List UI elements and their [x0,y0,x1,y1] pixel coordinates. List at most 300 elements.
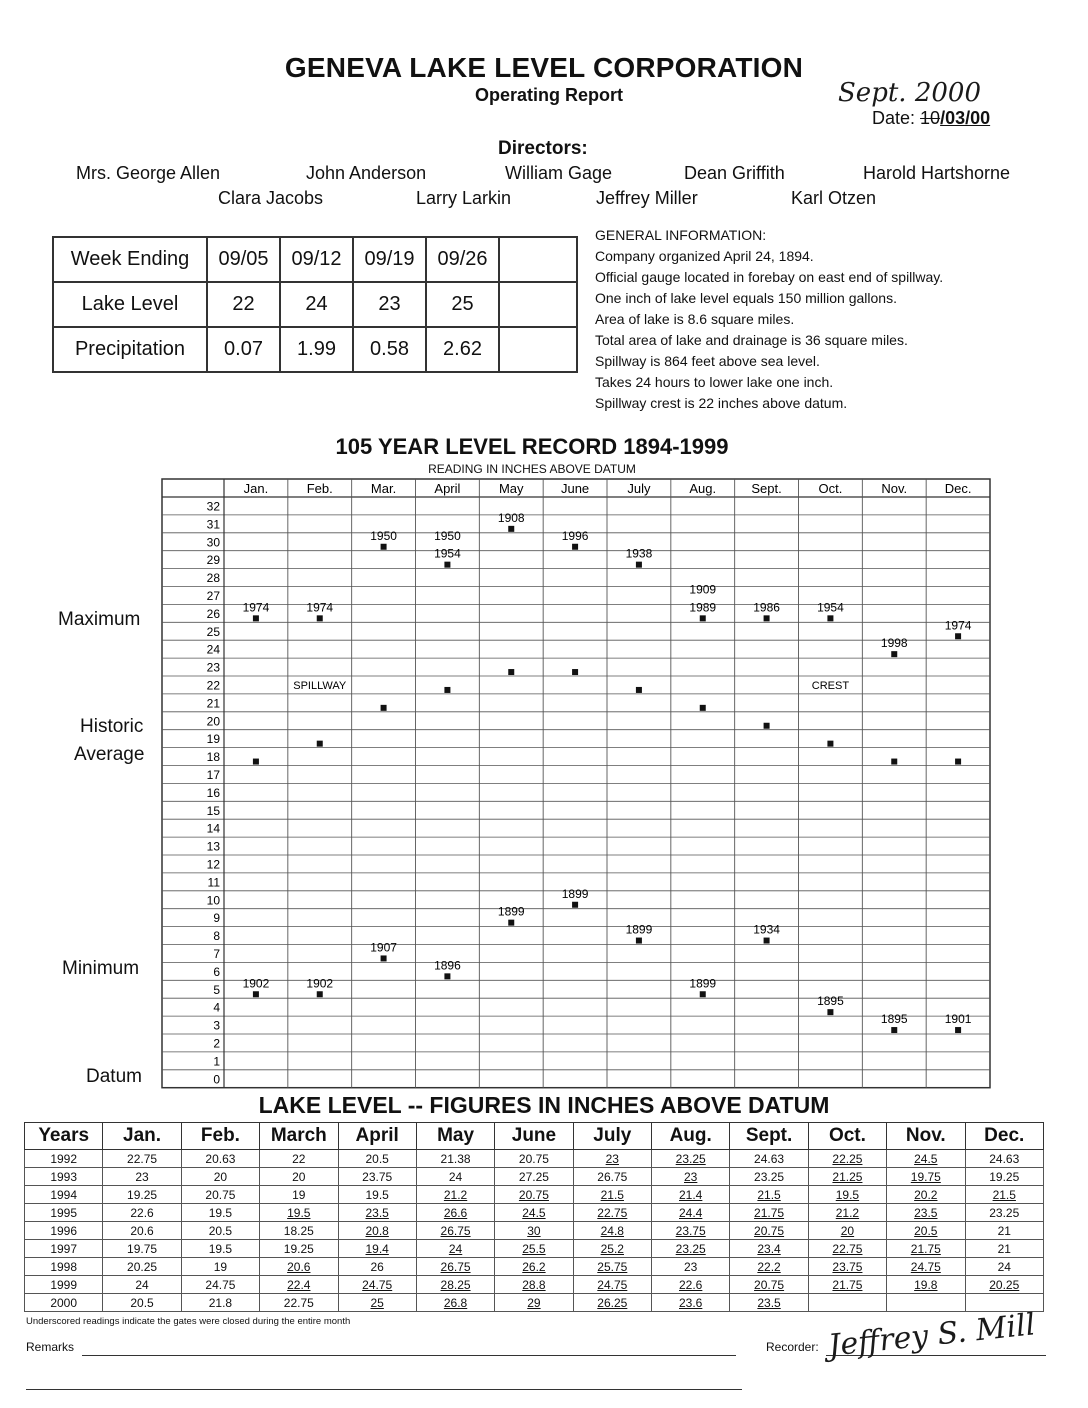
level-cell: 25.75 [573,1258,651,1276]
y-tick-label: 30 [206,535,220,550]
level-cell: 22.6 [652,1276,730,1294]
average-point [317,741,323,747]
week-ending-value: 09/05 [207,237,280,282]
maximum-year-label: 1938 [625,546,653,561]
level-cell: 19.5 [181,1204,259,1222]
table-row [25,1168,1044,1186]
level-cell: 23.25 [965,1204,1044,1222]
level-cell: 26.75 [416,1222,494,1240]
date-label: Date: [872,108,916,128]
month-tick-label: Mar. [370,481,397,496]
director-name: Larry Larkin [416,188,512,208]
minimum-year-label: 1899 [497,904,525,919]
level-cell: 22.6 [103,1204,181,1222]
level-cell: 22.2 [730,1258,808,1276]
precipitation-value: 1.99 [280,327,353,372]
level-cell: 23 [103,1168,181,1186]
level-cell: 21.2 [808,1204,886,1222]
lake-level-value: 24 [280,282,353,327]
week-ending-value: 09/12 [280,237,353,282]
average-point [508,669,514,675]
remarks-line [82,1355,736,1356]
record-chart-subtitle: READING IN INCHES ABOVE DATUM [428,462,636,476]
level-cell: 26.25 [573,1294,651,1312]
column-header: Years [25,1123,103,1150]
level-cell: 19.5 [808,1186,886,1204]
maximum-year-label: 1986 [753,600,780,615]
director-name: Dean Griffith [684,163,785,183]
y-tick-label: 14 [206,821,220,836]
maximum-point [827,615,833,621]
level-cell: 24 [416,1168,494,1186]
y-tick-label: 5 [213,982,220,997]
director-name: Harold Hartshorne [863,163,1011,183]
level-cell: 22.25 [808,1150,886,1168]
maximum-point [317,615,323,621]
minimum-year-label: 1907 [370,940,397,955]
y-tick-label: 19 [206,732,220,747]
director-name: Mrs. George Allen [76,163,221,183]
minimum-point [700,991,706,997]
month-tick-label: June [560,481,590,496]
level-cell: 21.5 [965,1186,1044,1204]
level-cell: 19.5 [338,1186,416,1204]
y-tick-label: 8 [213,929,220,944]
level-cell [808,1294,886,1312]
recorder-label: Recorder: [766,1340,819,1354]
y-tick-label: 11 [207,875,220,890]
level-cell: 19.75 [103,1240,181,1258]
historic-label: Historic [80,716,144,737]
general-info-line: Takes 24 hours to lower lake one inch. [595,374,834,390]
minimum-year-label: 1899 [689,976,717,991]
maximum-year-label: 1989 [689,600,717,615]
average-point [827,741,833,747]
level-cell: 25 [338,1294,416,1312]
minimum-point [827,1009,833,1015]
general-info-line: Total area of lake and drainage is 36 square miles. [595,332,908,348]
level-cell: 24.63 [730,1150,808,1168]
maximum-year-label: 1954 [434,546,461,561]
level-cell: 20 [808,1222,886,1240]
minimum-point [444,973,450,979]
column-header: June [495,1123,573,1150]
precipitation-value: 0.07 [207,327,280,372]
level-cell: 26.2 [495,1258,573,1276]
level-cell: 19.8 [887,1276,965,1294]
year-cell: 1993 [25,1168,103,1186]
level-cell: 20.25 [103,1258,181,1276]
level-cell: 21.38 [416,1150,494,1168]
average-point [253,759,259,765]
general-info-line: Area of lake is 8.6 square miles. [595,311,795,327]
minimum-year-label: 1895 [817,994,844,1009]
average-point [572,669,578,675]
level-cell: 30 [495,1222,573,1240]
general-info-line: Spillway crest is 22 inches above datum. [595,395,848,411]
level-cell: 22.75 [260,1294,338,1312]
minimum-label: Minimum [62,958,140,979]
y-tick-label: 27 [206,588,220,603]
minimum-point [381,955,387,961]
level-cell: 21 [965,1222,1044,1240]
level-cell: 19.25 [965,1168,1044,1186]
level-cell: 19.5 [260,1204,338,1222]
level-cell: 21.2 [416,1186,494,1204]
general-info-heading: GENERAL INFORMATION: [595,227,767,243]
column-header: Dec. [965,1123,1044,1150]
level-cell: 20.25 [965,1276,1044,1294]
level-cell: 23.25 [652,1150,730,1168]
average-point [444,687,450,693]
level-cell: 22.75 [808,1240,886,1258]
level-cell: 26.75 [573,1168,651,1186]
lake-level-value: 23 [353,282,426,327]
y-tick-label: 10 [206,893,220,908]
year-cell: 1999 [25,1276,103,1294]
level-cell: 19.4 [338,1240,416,1258]
level-cell: 22.75 [103,1150,181,1168]
y-tick-label: 16 [206,785,220,800]
level-cell: 20.75 [730,1276,808,1294]
level-cell: 24.75 [338,1276,416,1294]
level-cell: 21.8 [181,1294,259,1312]
level-cell: 21.75 [730,1204,808,1222]
crest-label: CREST [811,679,850,692]
level-cell: 23.75 [338,1168,416,1186]
column-header: May [416,1123,494,1150]
level-cell: 24.4 [652,1204,730,1222]
column-header: April [338,1123,416,1150]
table-row [25,1186,1044,1204]
table-header-row [25,1123,1044,1150]
level-cell: 24.5 [495,1204,573,1222]
minimum-year-label: 1896 [434,958,461,973]
level-cell: 24.75 [887,1258,965,1276]
level-cell: 23.5 [730,1294,808,1312]
record-chart-title: 105 YEAR LEVEL RECORD 1894-1999 [335,434,729,459]
lake-level-value: 22 [207,282,280,327]
level-cell: 20.5 [181,1222,259,1240]
level-cell: 23.25 [652,1240,730,1258]
director-name: Karl Otzen [791,188,877,208]
y-tick-label: 25 [206,624,220,639]
level-cell: 23.4 [730,1240,808,1258]
maximum-point [381,544,387,550]
y-tick-label: 13 [206,839,220,854]
column-header: Oct. [808,1123,886,1150]
underscore-note: Underscored readings indicate the gates were closed during the entire month [26,1316,351,1327]
minimum-point [508,920,514,926]
minimum-year-label: 1902 [242,976,270,991]
level-cell: 20.2 [887,1186,965,1204]
level-cell: 23 [573,1150,651,1168]
level-cell: 23.6 [652,1294,730,1312]
year-cell: 2000 [25,1294,103,1312]
remarks-line [26,1389,742,1390]
y-tick-label: 23 [206,660,220,675]
level-cell: 23.75 [652,1222,730,1240]
level-cell: 24.75 [573,1276,651,1294]
level-cell: 26 [338,1258,416,1276]
level-cell: 18.25 [260,1222,338,1240]
average-label: Average [74,744,145,765]
table-row [25,1240,1044,1258]
table-row [25,1294,1044,1312]
y-tick-label: 24 [206,642,220,657]
average-point [636,687,642,693]
year-cell: 1992 [25,1150,103,1168]
week-ending-value: 09/26 [426,237,499,282]
y-tick-label: 12 [206,857,220,872]
y-tick-label: 3 [213,1018,220,1033]
year-cell: 1998 [25,1258,103,1276]
maximum-point [253,615,259,621]
lake-level-table-title: LAKE LEVEL -- FIGURES IN INCHES ABOVE DATUM [258,1092,830,1118]
column-header: March [260,1123,338,1150]
maximum-year-label: 1950 [434,528,461,543]
column-header: Nov. [887,1123,965,1150]
table-row [25,1258,1044,1276]
maximum-point [508,526,514,532]
table-row [25,1204,1044,1222]
y-tick-label: 31 [206,517,220,532]
y-tick-label: 6 [213,964,220,979]
minimum-year-label: 1899 [561,886,589,901]
level-cell [887,1294,965,1312]
director-name: Jeffrey Miller [596,188,698,208]
column-header: Jan. [103,1123,181,1150]
lake-level-value: 25 [426,282,499,327]
general-info-line: Company organized April 24, 1894. [595,248,814,264]
minimum-year-label: 1895 [880,1012,908,1027]
level-cell: 20.6 [260,1258,338,1276]
maximum-year-label: 1909 [689,582,717,597]
average-point [381,705,387,711]
maximum-point [764,615,770,621]
remarks-label: Remarks [26,1340,75,1354]
level-cell: 21.4 [652,1186,730,1204]
handwritten-date: Sept. 2000 [838,78,981,108]
column-header: July [573,1123,651,1150]
column-header: Aug. [652,1123,730,1150]
average-point [700,705,706,711]
table-row [25,1222,1044,1240]
month-tick-label: April [434,481,461,496]
minimum-point [955,1027,961,1033]
y-tick-label: 18 [206,750,220,765]
maximum-label: Maximum [58,609,141,630]
general-info-line: Official gauge located in forebay on east end of spillway. [595,269,944,285]
month-tick-label: Oct. [818,481,843,496]
maximum-year-label: 1998 [880,636,908,651]
maximum-year-label: 1974 [306,600,334,615]
level-cell: 21.75 [887,1240,965,1258]
average-point [891,759,897,765]
level-cell: 26.8 [416,1294,494,1312]
spillway-label: SPILLWAY [293,679,347,692]
level-cell: 22.75 [573,1204,651,1222]
month-tick-label: Feb. [306,481,333,496]
level-cell: 21.5 [573,1186,651,1204]
level-cell: 24.5 [887,1150,965,1168]
month-tick-label: Dec. [944,481,972,496]
y-tick-label: 21 [206,696,220,711]
row-label: Week Ending [53,237,207,282]
y-tick-label: 0 [213,1072,220,1087]
level-cell: 28.25 [416,1276,494,1294]
month-tick-label: July [627,481,651,496]
level-cell: 24 [103,1276,181,1294]
report-subtitle: Operating Report [474,85,623,105]
average-point [955,759,961,765]
maximum-point [572,544,578,550]
table-row [25,1150,1044,1168]
level-cell: 19.25 [260,1240,338,1258]
minimum-point [891,1027,897,1033]
minimum-point [253,991,259,997]
level-cell: 28.8 [495,1276,573,1294]
month-tick-label: Nov. [881,481,908,496]
level-cell: 19.25 [103,1186,181,1204]
month-tick-label: May [498,481,524,496]
level-cell: 24.63 [965,1150,1044,1168]
minimum-point [317,991,323,997]
y-tick-label: 20 [206,714,220,729]
level-cell: 24 [965,1258,1044,1276]
directors-title: Directors: [498,138,588,159]
row-label: Lake Level [53,282,207,327]
week-ending-value: 09/19 [353,237,426,282]
maximum-year-label: 1908 [497,510,525,525]
minimum-point [636,938,642,944]
maximum-year-label: 1954 [817,600,844,615]
y-tick-label: 1 [213,1054,220,1069]
y-tick-label: 9 [213,911,220,926]
maximum-point [636,562,642,568]
y-tick-label: 2 [213,1036,220,1051]
minimum-year-label: 1934 [753,922,780,937]
row-label: Precipitation [53,327,207,372]
minimum-point [764,938,770,944]
level-cell: 27.25 [495,1168,573,1186]
level-cell: 19 [260,1186,338,1204]
level-cell: 19.5 [181,1240,259,1258]
column-header: Sept. [730,1123,808,1150]
maximum-year-label: 1996 [561,528,589,543]
maximum-point [955,633,961,639]
lake-level-table [24,1122,1044,1312]
level-cell: 20 [260,1168,338,1186]
minimum-year-label: 1899 [625,922,653,937]
level-cell: 24 [416,1240,494,1258]
y-tick-label: 22 [206,678,220,693]
level-cell: 25.5 [495,1240,573,1258]
table-row [25,1276,1044,1294]
column-header: Feb. [181,1123,259,1150]
month-tick-label: Sept. [751,481,782,496]
y-tick-label: 17 [206,767,220,782]
general-info-line: One inch of lake level equals 150 million gallons. [595,290,897,306]
level-cell: 20.63 [181,1150,259,1168]
level-cell: 20.75 [730,1222,808,1240]
level-cell: 23.25 [730,1168,808,1186]
director-name: William Gage [505,163,613,183]
level-cell: 20.5 [887,1222,965,1240]
maximum-year-label: 1974 [944,618,972,633]
report-title: GENEVA LAKE LEVEL CORPORATION [284,52,804,83]
level-cell: 21.5 [730,1186,808,1204]
date-struck-digits: 10 [920,108,941,128]
minimum-year-label: 1901 [944,1012,972,1027]
director-name: Clara Jacobs [218,188,324,208]
level-cell: 20.6 [103,1222,181,1240]
y-tick-label: 28 [206,571,220,586]
level-cell: 23.5 [338,1204,416,1222]
level-cell: 24.8 [573,1222,651,1240]
precipitation-value: 2.62 [426,327,499,372]
level-cell: 20.75 [495,1150,573,1168]
month-tick-label: Jan. [243,481,269,496]
level-cell: 22.4 [260,1276,338,1294]
maximum-point [700,615,706,621]
level-cell: 21 [965,1240,1044,1258]
recorder-signature: Jeffrey S. Mill [826,1307,1037,1364]
level-cell: 20.75 [181,1186,259,1204]
y-tick-label: 7 [213,946,220,961]
level-cell: 19 [181,1258,259,1276]
level-cell: 26.75 [416,1258,494,1276]
level-cell: 24.75 [181,1276,259,1294]
year-cell: 1994 [25,1186,103,1204]
level-cell: 29 [495,1294,573,1312]
y-tick-label: 26 [206,606,220,621]
month-tick-label: Aug. [689,481,717,496]
general-info-line: Spillway is 864 feet above sea level. [595,353,820,369]
level-cell: 25.2 [573,1240,651,1258]
datum-label: Datum [86,1066,142,1087]
minimum-point [572,902,578,908]
y-tick-label: 32 [206,499,220,514]
level-cell: 22 [260,1150,338,1168]
level-cell: 21.25 [808,1168,886,1186]
minimum-year-label: 1902 [306,976,334,991]
maximum-year-label: 1950 [370,528,397,543]
level-cell: 23 [652,1168,730,1186]
level-cell: 20.75 [495,1186,573,1204]
y-tick-label: 29 [206,553,220,568]
precipitation-value: 0.58 [353,327,426,372]
y-tick-label: 4 [213,1000,220,1015]
year-cell: 1996 [25,1222,103,1240]
director-name: John Anderson [306,163,427,183]
level-cell: 23.5 [887,1204,965,1222]
average-point [764,723,770,729]
level-cell: 20.5 [338,1150,416,1168]
y-tick-label: 15 [206,803,220,818]
maximum-point [891,651,897,657]
maximum-point [444,562,450,568]
level-cell: 19.75 [887,1168,965,1186]
maximum-year-label: 1974 [242,600,270,615]
year-cell: 1995 [25,1204,103,1222]
date-value: /03/00 [940,108,991,128]
level-cell: 23 [652,1258,730,1276]
level-cell: 20.5 [103,1294,181,1312]
level-cell: 26.6 [416,1204,494,1222]
level-cell: 20.8 [338,1222,416,1240]
level-cell: 20 [181,1168,259,1186]
